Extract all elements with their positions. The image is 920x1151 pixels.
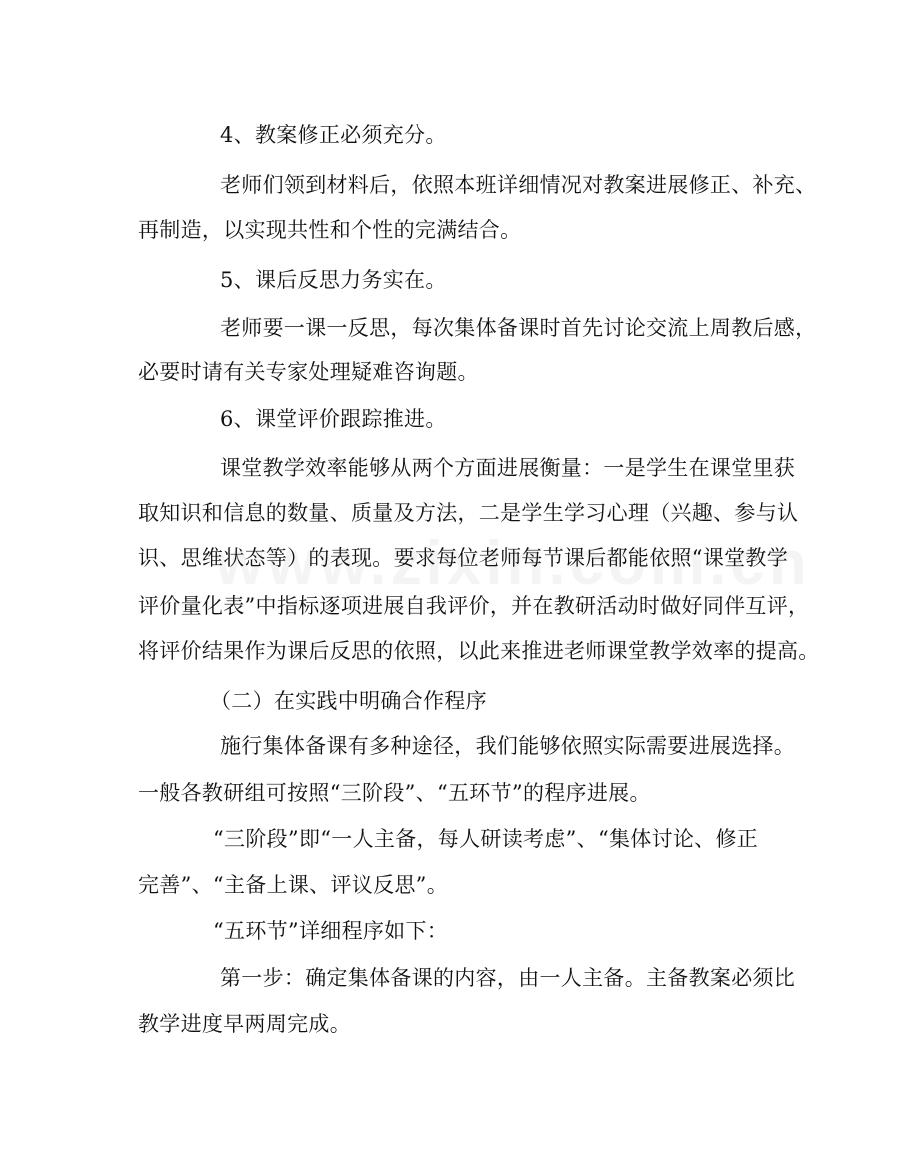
paragraph-line: 老师要一课一反思，每次集体备课时首先讨论交流上周教后感， [220, 316, 817, 340]
paragraph-line: 第一步：确定集体备课的内容，由一人主备。主备教案必须比 [220, 966, 796, 990]
section-heading: 6、课堂评价跟踪推进。 [220, 407, 447, 431]
paragraph-line: “三阶段”即“一人主备，每人研读考虑”、“集体讨论、修正 [213, 827, 759, 851]
paragraph-line: 老师们领到材料后，依照本班详细情况对教案进展修正、补充、 [220, 173, 817, 197]
paragraph-line: “五环节”详细程序如下： [213, 919, 449, 943]
paragraph-line: 课堂教学效率能够从两个方面进展衡量：一是学生在课堂里获 [220, 456, 796, 480]
paragraph-line: 必要时请有关专家处理疑难咨询题。 [138, 360, 479, 384]
paragraph-line: 取知识和信息的数量、质量及方法，二是学生学习心理（兴趣、参与认 [138, 501, 799, 525]
section-heading: 5、课后反思力务实在。 [220, 268, 447, 292]
paragraph-line: 一般各教研组可按照“三阶段”、“五环节”的程序进展。 [138, 781, 651, 805]
section-heading: 4、教案修正必须充分。 [220, 123, 447, 147]
paragraph-line: 再制造，以实现共性和个性的完满结合。 [138, 218, 522, 242]
paragraph-line: 施行集体备课有多种途径，我们能够依照实际需要进展选择。 [220, 734, 796, 758]
section-heading: （二）在实践中明确合作程序 [210, 689, 487, 713]
paragraph-line: 识、思维状态等）的表现。要求每位老师每节课后都能依照“课堂教学 [138, 546, 789, 570]
paragraph-line: 评价量化表”中指标逐项进展自我评价，并在教研活动时做好同伴互评， [138, 594, 810, 618]
paragraph-line: 教学进度早两周完成。 [138, 1012, 351, 1036]
paragraph-line: 将评价结果作为课后反思的依照，以此来推进老师课堂教学效率的提高。 [138, 639, 820, 663]
paragraph-line: 完善”、“主备上课、评议反思”。 [138, 873, 449, 897]
